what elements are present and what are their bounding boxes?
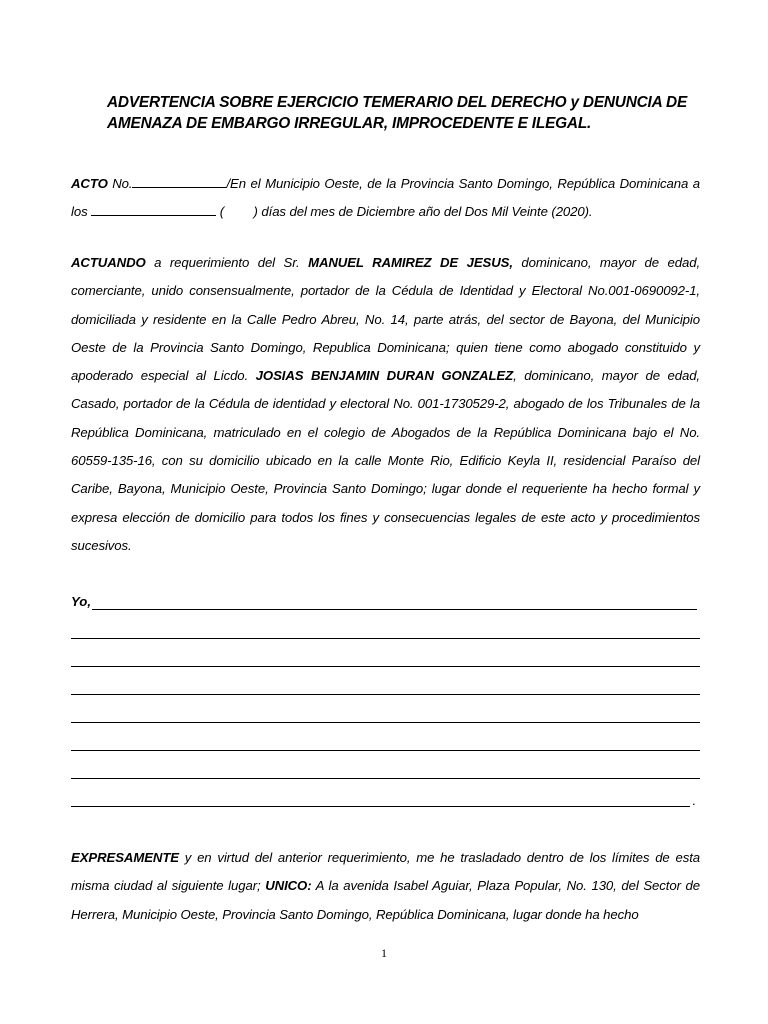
acto-label: ACTO: [71, 176, 108, 191]
acto-paragraph: [71, 170, 700, 227]
requester-name: MANUEL RAMIREZ DE JESUS,: [308, 255, 513, 270]
document-title: ADVERTENCIA SOBRE EJERCICIO TEMERARIO DEL DERECHO y DENUNCIA DE AMENAZA DE EMBARGO IRREGULAR, IMPROCEDENTE E ILEGAL.: [107, 94, 688, 132]
actuando-paragraph: [71, 249, 700, 560]
acto-number-prefix: No.: [107, 176, 133, 191]
unico-label: UNICO:: [265, 878, 312, 894]
blank-line: [92, 609, 697, 610]
yo-label: Yo,: [71, 594, 92, 609]
blank-line: [71, 722, 700, 723]
page-number: 1: [381, 946, 387, 960]
actuando-text-3: , dominicano, mayor de edad, Casado, portador de la Cédula de identidad y electoral No. 001-1730529-2, abogado de los Tribunales de la República Dominicana, matriculado en el colegio de Abogados de la República Dominicana bajo el No. 60559-135-16, con su domicilio ubicado en la calle Monte Rio, Edificio Keyla II, residencial Paraíso del Caribe, Bayona, Municipio Oeste, Provincia Santo Domingo; lugar donde el requeriente ha hecho formal y expresa elección de domicilio para todos los fines y consecuencias legales de este acto y procedimientos sucesivos.: [71, 368, 700, 553]
blank-line: [71, 806, 690, 807]
acto-paren-open: (: [216, 204, 224, 220]
acto-day-blank: [91, 203, 216, 216]
expresamente-text-2: A la avenida Isabel Aguiar, Plaza Popular, No. 130, del Sector de Herrera, Municipio Oeste, Provincia Santo Domingo, República Dominicana, lugar donde ha hecho: [71, 878, 700, 922]
actuando-label: ACTUANDO: [71, 255, 146, 270]
actuando-text-2: dominicano, mayor de edad, comerciante, unido consensualmente, portador de la Cédula de Identidad y Electoral No.001-0690092-1, domiciliada y residente en la Calle Pedro Abreu, No. 14, parte atrás, del sector de Bayona, del Municipio Oeste de la Provincia Santo Domingo, Republica Dominicana; quien tiene como abogado constituido y apoderado especial al Licdo.: [71, 255, 701, 384]
expresamente-paragraph: [71, 844, 700, 929]
blank-end-period: .: [692, 793, 696, 808]
blank-line: [71, 778, 700, 779]
expresamente-label: EXPRESAMENTE: [71, 850, 179, 865]
blank-line: [71, 666, 700, 667]
lawyer-name: JOSIAS BENJAMIN DURAN GONZALEZ: [255, 368, 514, 384]
blank-line: [71, 694, 700, 695]
acto-number-blank: [132, 175, 226, 188]
blank-line: [71, 638, 700, 639]
acto-date-text: ) días del mes de Diciembre año del Dos Mil Veinte (2020).: [249, 204, 593, 220]
acto-location-text: /En el Municipio Oeste, de la Provincia Santo Domingo, República Dominicana a los: [71, 176, 700, 220]
expresamente-text-1: y en virtud del anterior requerimiento, me he trasladado dentro de los límites de esta misma ciudad al siguiente lugar;: [71, 850, 700, 894]
blank-line: [71, 750, 700, 751]
actuando-text-1: a requerimiento del Sr.: [145, 255, 309, 270]
